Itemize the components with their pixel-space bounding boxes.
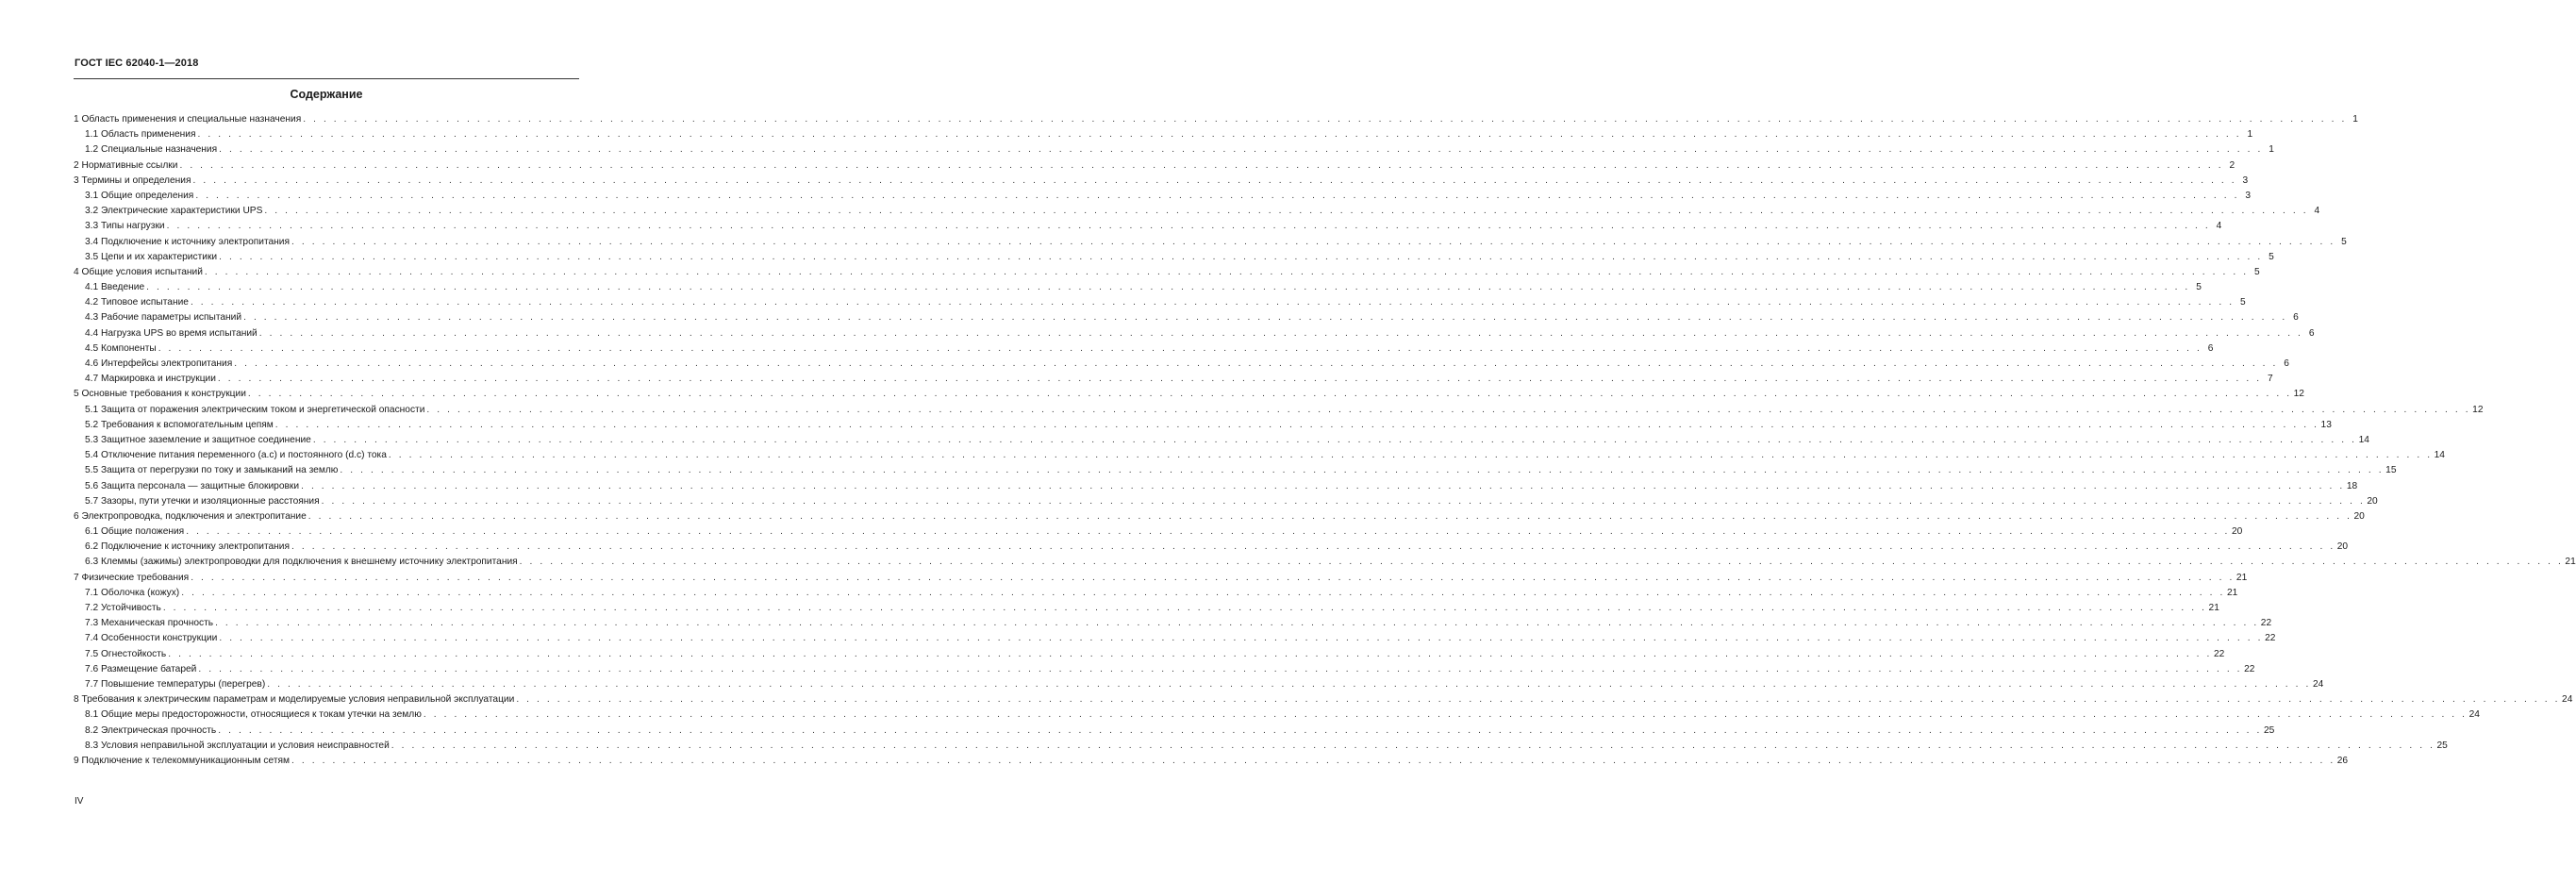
toc-entry-label: 4.3 Рабочие параметры испытаний xyxy=(85,312,242,324)
toc-entry[interactable] xyxy=(74,418,2332,433)
toc-leader-dots: . . . . . . . . . . . . . . . . . . . . . . . . . . . . . . . . . . . . . . . . . . . . . . . . . . . . . . . . . . . . . . . . . . . . . . . . . . . . . . . . . . . . . . . . . . . . . . . . . . . . . . . . . . . . . . . . . . . . . . . . . . . . . . . . . . . . . . . . . . . . . . . . . . . . . . . . . . . . . . . . . . . . . . . . . . . . . . . . . . . . . . . . . . . . . . . . . . . . . . . . xyxy=(264,206,2309,217)
toc-entry-label: 5.6 Защита персонала — защитные блокировки xyxy=(85,480,300,491)
toc-leader-dots: . . . . . . . . . . . . . . . . . . . . . . . . . . . . . . . . . . . . . . . . . . . . . . . . . . . . . . . . . . . . . . . . . . . . . . . . . . . . . . . . . . . . . . . . . . . . . . . . . . . . . . . . . . . . . . . . . . . . . . . . . . . . . . . . . . . . . . . . . . . . . . . . . . . . . . . . . . . . . . . . . . . . . . . . . . . . . . . . . . . . . . . . . . . . . . . . . . . . . . . . xyxy=(423,709,2468,721)
toc-entry-page: 3 xyxy=(2242,175,2249,186)
toc-entry-label: 3.4 Подключение к источнику электропитания xyxy=(85,236,291,247)
toc-entry-label: 8.3 Условия неправильной эксплуатации и условия неисправностей xyxy=(85,740,390,751)
toc-leader-dots: . . . . . . . . . . . . . . . . . . . . . . . . . . . . . . . . . . . . . . . . . . . . . . . . . . . . . . . . . . . . . . . . . . . . . . . . . . . . . . . . . . . . . . . . . . . . . . . . . . . . . . . . . . . . . . . . . . . . . . . . . . . . . . . . . . . . . . . . . . . . . . . . . . . . . . . . . . . . . . . . . . . . . . . . . . . . . . . . . . . . . . . . . . . . . . . . . . . . . . . . xyxy=(146,282,2190,293)
toc-leader-dots: . . . . . . . . . . . . . . . . . . . . . . . . . . . . . . . . . . . . . . . . . . . . . . . . . . . . . . . . . . . . . . . . . . . . . . . . . . . . . . . . . . . . . . . . . . . . . . . . . . . . . . . . . . . . . . . . . . . . . . . . . . . . . . . . . . . . . . . . . . . . . . . . . . . . . . . . . . . . . . . . . . . . . . . . . . . . . . . . . . . . . . . . . . . . . . . . . . . . . . . . xyxy=(219,251,2263,262)
toc-entry-page: 22 xyxy=(2213,648,2225,659)
toc-entry-page: 7 xyxy=(2267,374,2273,385)
toc-leader-dots: . . . . . . . . . . . . . . . . . . . . . . . . . . . . . . . . . . . . . . . . . . . . . . . . . . . . . . . . . . . . . . . . . . . . . . . . . . . . . . . . . . . . . . . . . . . . . . . . . . . . . . . . . . . . . . . . . . . . . . . . . . . . . . . . . . . . . . . . . . . . . . . . . . . . . . . . . . . . . . . . . . . . . . . . . . . . . . . . . . . . . . . . . . . . . . . . . . . . . . . . xyxy=(195,190,2240,201)
toc-leader-dots: . . . . . . . . . . . . . . . . . . . . . . . . . . . . . . . . . . . . . . . . . . . . . . . . . . . . . . . . . . . . . . . . . . . . . . . . . . . . . . . . . . . . . . . . . . . . . . . . . . . . . . . . . . . . . . . . . . . . . . . . . . . . . . . . . . . . . . . . . . . . . . . . . . . . . . . . . . . . . . . . . . . . . . . . . . . . . . . . . . . . . . . . . . . . . . . . . . . . . . . . xyxy=(204,266,2249,277)
toc-entry-page: 3 xyxy=(2245,190,2252,201)
toc-entry-label: 4.6 Интерфейсы электропитания xyxy=(85,358,233,369)
toc-entry-page: 5 xyxy=(2269,251,2274,262)
toc-entry[interactable] xyxy=(74,280,2202,295)
toc-entry-page: 20 xyxy=(2231,526,2243,538)
toc-entry-page: 4 xyxy=(2314,206,2320,217)
toc-entry-label: 3.3 Типы нагрузки xyxy=(85,221,165,232)
toc-entry[interactable] xyxy=(74,555,2576,570)
toc-entry-page: 5 xyxy=(2196,282,2202,293)
toc-leader-dots: . . . . . . . . . . . . . . . . . . . . . . . . . . . . . . . . . . . . . . . . . . . . . . . . . . . . . . . . . . . . . . . . . . . . . . . . . . . . . . . . . . . . . . . . . . . . . . . . . . . . . . . . . . . . . . . . . . . . . . . . . . . . . . . . . . . . . . . . . . . . . . . . . . . . . . . . . . . . . . . . . . . . . . . . . . . . . . . . . . . . . . . . . . . . . . . . . . . . . . . . xyxy=(219,633,2264,644)
toc-entry-page: 20 xyxy=(2367,495,2378,507)
toc-entry[interactable] xyxy=(74,494,2378,509)
toc-entry-label: 5.2 Требования к вспомогательным цепям xyxy=(85,419,274,430)
toc-entry[interactable] xyxy=(74,357,2289,372)
toc-entry-page: 21 xyxy=(2235,572,2248,583)
toc-entry-label: 1.2 Специальные назначения xyxy=(85,144,218,156)
toc-entry[interactable] xyxy=(74,754,2349,769)
standard-code: ГОСТ IEC 62040-1—2018 xyxy=(75,58,199,69)
toc-leader-dots: . . . . . . . . . . . . . . . . . . . . . . . . . . . . . . . . . . . . . . . . . . . . . . . . . . . . . . . . . . . . . . . . . . . . . . . . . . . . . . . . . . . . . . . . . . . . . . . . . . . . . . . . . . . . . . . . . . . . . . . . . . . . . . . . . . . . . . . . . . . . . . . . . . . . . . . . . . . . . . . . . . . . . . . . . . . . . . . . . . . . . . . . . . . . . . . . . . . . . . . . xyxy=(243,312,2287,324)
toc-entry-page: 2 xyxy=(2229,159,2235,171)
toc-leader-dots: . . . . . . . . . . . . . . . . . . . . . . . . . . . . . . . . . . . . . . . . . . . . . . . . . . . . . . . . . . . . . . . . . . . . . . . . . . . . . . . . . . . . . . . . . . . . . . . . . . . . . . . . . . . . . . . . . . . . . . . . . . . . . . . . . . . . . . . . . . . . . . . . . . . . . . . . . . . . . . . . . . . . . . . . . . . . . . . . . . . . . . . . . . . . . . . . . . . . . . . . xyxy=(291,755,2335,766)
toc-entry-label: 7 Физические требования xyxy=(74,572,190,583)
toc-entry-label: 9 Подключение к телекоммуникационным сетям xyxy=(74,755,291,766)
toc-entry[interactable] xyxy=(74,372,2273,387)
toc-entry-label: 5.1 Защита от поражения электрическим током и энергетической опасности xyxy=(85,404,425,415)
toc-entry-label: 7.1 Оболочка (кожух) xyxy=(85,587,180,598)
toc-entry-label: 5.4 Отключение питания переменного (а.с) и постоянного (d.c) тока xyxy=(85,450,387,461)
toc-entry[interactable] xyxy=(74,204,2320,219)
toc-entry[interactable] xyxy=(74,295,2246,310)
toc-entry-page: 24 xyxy=(2312,678,2324,690)
header-divider xyxy=(74,78,579,79)
toc-entry-label: 8.2 Электрическая прочность xyxy=(85,724,217,736)
toc-leader-dots: . . . . . . . . . . . . . . . . . . . . . . . . . . . . . . . . . . . . . . . . . . . . . . . . . . . . . . . . . . . . . . . . . . . . . . . . . . . . . . . . . . . . . . . . . . . . . . . . . . . . . . . . . . . . . . . . . . . . . . . . . . . . . . . . . . . . . . . . . . . . . . . . . . . . . . . . . . . . . . . . . . . . . . . . . . . . . . . . . . . . . . . . . . . . . . . . . . . . . . . . xyxy=(267,678,2311,690)
toc-entry-page: 5 xyxy=(2240,297,2246,308)
toc-entry[interactable] xyxy=(74,250,2274,265)
toc-leader-dots: . . . . . . . . . . . . . . . . . . . . . . . . . . . . . . . . . . . . . . . . . . . . . . . . . . . . . . . . . . . . . . . . . . . . . . . . . . . . . . . . . . . . . . . . . . . . . . . . . . . . . . . . . . . . . . . . . . . . . . . . . . . . . . . . . . . . . . . . . . . . . . . . . . . . . . . . . . . . . . . . . . . . . . . . . . . . . . . . . . . . . . . . . . . . . . . . . . . . . . . . xyxy=(519,557,2564,568)
toc-entry[interactable] xyxy=(74,647,2225,662)
toc-entry-label: 5.5 Защита от перегрузки по току и замыканий на землю xyxy=(85,465,339,476)
toc-leader-dots: . . . . . . . . . . . . . . . . . . . . . . . . . . . . . . . . . . . . . . . . . . . . . . . . . . . . . . . . . . . . . . . . . . . . . . . . . . . . . . . . . . . . . . . . . . . . . . . . . . . . . . . . . . . . . . . . . . . . . . . . . . . . . . . . . . . . . . . . . . . . . . . . . . . . . . . . . . . . . . . . . . . . . . . . . . . . . . . . . . . . . . . . . . . . . . . . . . . . . . . . xyxy=(190,297,2235,308)
toc-entry[interactable] xyxy=(74,127,2253,142)
toc-entry-label: 7.6 Размещение батарей xyxy=(85,663,197,674)
toc-entry[interactable] xyxy=(74,586,2238,601)
toc-leader-dots: . . . . . . . . . . . . . . . . . . . . . . . . . . . . . . . . . . . . . . . . . . . . . . . . . . . . . . . . . . . . . . . . . . . . . . . . . . . . . . . . . . . . . . . . . . . . . . . . . . . . . . . . . . . . . . . . . . . . . . . . . . . . . . . . . . . . . . . . . . . . . . . . . . . . . . . . . . . . . . . . . . . . . . . . . . . . . . . . . . . . . . . . . . . . . . . . . . . . . . . . xyxy=(307,510,2352,522)
toc-leader-dots: . . . . . . . . . . . . . . . . . . . . . . . . . . . . . . . . . . . . . . . . . . . . . . . . . . . . . . . . . . . . . . . . . . . . . . . . . . . . . . . . . . . . . . . . . . . . . . . . . . . . . . . . . . . . . . . . . . . . . . . . . . . . . . . . . . . . . . . . . . . . . . . . . . . . . . . . . . . . . . . . . . . . . . . . . . . . . . . . . . . . . . . . . . . . . . . . . . . . . . . . xyxy=(388,450,2433,461)
toc-entry-label: 1.1 Область применения xyxy=(85,129,196,141)
toc-leader-dots: . . . . . . . . . . . . . . . . . . . . . . . . . . . . . . . . . . . . . . . . . . . . . . . . . . . . . . . . . . . . . . . . . . . . . . . . . . . . . . . . . . . . . . . . . . . . . . . . . . . . . . . . . . . . . . . . . . . . . . . . . . . . . . . . . . . . . . . . . . . . . . . . . . . . . . . . . . . . . . . . . . . . . . . . . . . . . . . . . . . . . . . . . . . . . . . . . . . . . . . . xyxy=(186,526,2230,538)
toc-entry[interactable] xyxy=(74,265,2260,280)
toc-leader-dots: . . . . . . . . . . . . . . . . . . . . . . . . . . . . . . . . . . . . . . . . . . . . . . . . . . . . . . . . . . . . . . . . . . . . . . . . . . . . . . . . . . . . . . . . . . . . . . . . . . . . . . . . . . . . . . . . . . . . . . . . . . . . . . . . . . . . . . . . . . . . . . . . . . . . . . . . . . . . . . . . . . . . . . . . . . . . . . . . . . . . . . . . . . . . . . . . . . . . . . . . xyxy=(192,175,2237,186)
toc-entry-page: 21 xyxy=(2565,557,2576,568)
toc-entry-label: 3.2 Электрические характеристики UPS xyxy=(85,206,263,217)
toc-entry[interactable] xyxy=(74,158,2235,174)
toc-entry-label: 7.5 Огнестойкость xyxy=(85,648,167,659)
toc-leader-dots: . . . . . . . . . . . . . . . . . . . . . . . . . . . . . . . . . . . . . . . . . . . . . . . . . . . . . . . . . . . . . . . . . . . . . . . . . . . . . . . . . . . . . . . . . . . . . . . . . . . . . . . . . . . . . . . . . . . . . . . . . . . . . . . . . . . . . . . . . . . . . . . . . . . . . . . . . . . . . . . . . . . . . . . . . . . . . . . . . . . . . . . . . . . . . . . . . . . . . . . . xyxy=(274,419,2319,430)
toc-entry[interactable] xyxy=(74,310,2299,325)
toc-leader-dots: . . . . . . . . . . . . . . . . . . . . . . . . . . . . . . . . . . . . . . . . . . . . . . . . . . . . . . . . . . . . . . . . . . . . . . . . . . . . . . . . . . . . . . . . . . . . . . . . . . . . . . . . . . . . . . . . . . . . . . . . . . . . . . . . . . . . . . . . . . . . . . . . . . . . . . . . . . . . . . . . . . . . . . . . . . . . . . . . . . . . . . . . . . . . . . . . . . . . . . . . xyxy=(162,603,2207,613)
toc-leader-dots: . . . . . . . . . . . . . . . . . . . . . . . . . . . . . . . . . . . . . . . . . . . . . . . . . . . . . . . . . . . . . . . . . . . . . . . . . . . . . . . . . . . . . . . . . . . . . . . . . . . . . . . . . . . . . . . . . . . . . . . . . . . . . . . . . . . . . . . . . . . . . . . . . . . . . . . . . . . . . . . . . . . . . . . . . . . . . . . . . . . . . . . . . . . . . . . . . . . . . . . . xyxy=(391,740,2435,751)
toc-entry-label: 7.4 Особенности конструкции xyxy=(85,633,218,644)
toc-entry[interactable] xyxy=(74,739,2448,754)
toc-leader-dots: . . . . . . . . . . . . . . . . . . . . . . . . . . . . . . . . . . . . . . . . . . . . . . . . . . . . . . . . . . . . . . . . . . . . . . . . . . . . . . . . . . . . . . . . . . . . . . . . . . . . . . . . . . . . . . . . . . . . . . . . . . . . . . . . . . . . . . . . . . . . . . . . . . . . . . . . . . . . . . . . . . . . . . . . . . . . . . . . . . . . . . . . . . . . . . . . . . . . . . . . xyxy=(168,648,2212,659)
toc-entry-label: 7.3 Механическая прочность xyxy=(85,618,214,629)
toc-entry-label: 7.7 Повышение температуры (перегрев) xyxy=(85,678,266,690)
toc-entry-page: 13 xyxy=(2320,419,2332,430)
table-of-contents xyxy=(74,112,2576,769)
footer-page-number: IV xyxy=(75,796,84,807)
toc-leader-dots: . . . . . . . . . . . . . . . . . . . . . . . . . . . . . . . . . . . . . . . . . . . . . . . . . . . . . . . . . . . . . . . . . . . . . . . . . . . . . . . . . . . . . . . . . . . . . . . . . . . . . . . . . . . . . . . . . . . . . . . . . . . . . . . . . . . . . . . . . . . . . . . . . . . . . . . . . . . . . . . . . . . . . . . . . . . . . . . . . . . . . . . . . . . . . . . . . . . . . . . . xyxy=(218,724,2262,736)
toc-entry-label: 6.1 Общие положения xyxy=(85,526,185,538)
toc-entry[interactable] xyxy=(74,326,2315,341)
toc-entry[interactable] xyxy=(74,112,2358,127)
toc-entry-label: 4.2 Типовое испытание xyxy=(85,297,189,308)
toc-entry-label: 3.5 Цепи и их характеристики xyxy=(85,251,218,262)
toc-entry-label: 3 Термины и определения xyxy=(74,175,191,186)
toc-entry-page: 20 xyxy=(2353,510,2365,522)
toc-entry[interactable] xyxy=(74,707,2480,723)
toc-entry-page: 12 xyxy=(2472,404,2484,415)
toc-entry[interactable] xyxy=(74,142,2274,158)
toc-leader-dots: . . . . . . . . . . . . . . . . . . . . . . . . . . . . . . . . . . . . . . . . . . . . . . . . . . . . . . . . . . . . . . . . . . . . . . . . . . . . . . . . . . . . . . . . . . . . . . . . . . . . . . . . . . . . . . . . . . . . . . . . . . . . . . . . . . . . . . . . . . . . . . . . . . . . . . . . . . . . . . . . . . . . . . . . . . . . . . . . . . . . . . . . . . . . . . . . . . . . . . . . xyxy=(426,404,2471,415)
toc-entry[interactable] xyxy=(74,677,2324,692)
toc-entry-page: 25 xyxy=(2436,740,2448,751)
toc-entry[interactable] xyxy=(74,601,2219,616)
toc-leader-dots: . . . . . . . . . . . . . . . . . . . . . . . . . . . . . . . . . . . . . . . . . . . . . . . . . . . . . . . . . . . . . . . . . . . . . . . . . . . . . . . . . . . . . . . . . . . . . . . . . . . . . . . . . . . . . . . . . . . . . . . . . . . . . . . . . . . . . . . . . . . . . . . . . . . . . . . . . . . . . . . . . . . . . . . . . . . . . . . . . . . . . . . . . . . . . . . . . . . . . . . . xyxy=(291,236,2335,247)
toc-entry-label: 4 Общие условия испытаний xyxy=(74,266,203,277)
toc-leader-dots: . . . . . . . . . . . . . . . . . . . . . . . . . . . . . . . . . . . . . . . . . . . . . . . . . . . . . . . . . . . . . . . . . . . . . . . . . . . . . . . . . . . . . . . . . . . . . . . . . . . . . . . . . . . . . . . . . . . . . . . . . . . . . . . . . . . . . . . . . . . . . . . . . . . . . . . . . . . . . . . . . . . . . . . . . . . . . . . . . . . . . . . . . . . . . . . . . . . . . . . . xyxy=(217,374,2262,385)
toc-leader-dots: . . . . . . . . . . . . . . . . . . . . . . . . . . . . . . . . . . . . . . . . . . . . . . . . . . . . . . . . . . . . . . . . . . . . . . . . . . . . . . . . . . . . . . . . . . . . . . . . . . . . . . . . . . . . . . . . . . . . . . . . . . . . . . . . . . . . . . . . . . . . . . . . . . . . . . . . . . . . . . . . . . . . . . . . . . . . . . . . . . . . . . . . . . . . . . . . . . . . . . . . xyxy=(321,495,2366,507)
toc-entry[interactable] xyxy=(74,631,2276,646)
toc-entry-page: 21 xyxy=(2226,587,2238,598)
toc-entry[interactable] xyxy=(74,219,2222,234)
toc-entry-page: 18 xyxy=(2346,480,2358,491)
toc-entry[interactable] xyxy=(74,341,2214,357)
toc-entry-page: 1 xyxy=(2247,129,2253,141)
toc-entry-label: 5 Основные требования к конструкции xyxy=(74,389,246,400)
toc-entry[interactable] xyxy=(74,448,2445,463)
toc-entry[interactable] xyxy=(74,540,2349,555)
toc-entry-page: 4 xyxy=(2216,221,2222,232)
toc-entry-label: 6.2 Подключение к источнику электропитания xyxy=(85,541,291,553)
toc-entry-page: 6 xyxy=(2207,342,2214,354)
toc-entry-label: 3.1 Общие определения xyxy=(85,190,194,201)
toc-entry[interactable] xyxy=(74,571,2248,586)
toc-leader-dots: . . . . . . . . . . . . . . . . . . . . . . . . . . . . . . . . . . . . . . . . . . . . . . . . . . . . . . . . . . . . . . . . . . . . . . . . . . . . . . . . . . . . . . . . . . . . . . . . . . . . . . . . . . . . . . . . . . . . . . . . . . . . . . . . . . . . . . . . . . . . . . . . . . . . . . . . . . . . . . . . . . . . . . . . . . . . . . . . . . . . . . . . . . . . . . . . . . . . . . . . xyxy=(312,434,2357,445)
toc-entry[interactable] xyxy=(74,403,2484,418)
toc-entry[interactable] xyxy=(74,509,2365,524)
toc-leader-dots: . . . . . . . . . . . . . . . . . . . . . . . . . . . . . . . . . . . . . . . . . . . . . . . . . . . . . . . . . . . . . . . . . . . . . . . . . . . . . . . . . . . . . . . . . . . . . . . . . . . . . . . . . . . . . . . . . . . . . . . . . . . . . . . . . . . . . . . . . . . . . . . . . . . . . . . . . . . . . . . . . . . . . . . . . . . . . . . . . . . . . . . . . . . . . . . . . . . . . . . . xyxy=(234,358,2278,369)
toc-entry[interactable] xyxy=(74,662,2255,677)
toc-entry-page: 26 xyxy=(2336,755,2349,766)
toc-entry-label: 7.2 Устойчивость xyxy=(85,603,161,613)
toc-entry-label: 2 Нормативные ссылки xyxy=(74,159,178,171)
toc-leader-dots: . . . . . . . . . . . . . . . . . . . . . . . . . . . . . . . . . . . . . . . . . . . . . . . . . . . . . . . . . . . . . . . . . . . . . . . . . . . . . . . . . . . . . . . . . . . . . . . . . . . . . . . . . . . . . . . . . . . . . . . . . . . . . . . . . . . . . . . . . . . . . . . . . . . . . . . . . . . . . . . . . . . . . . . . . . . . . . . . . . . . . . . . . . . . . . . . . . . . . . . . xyxy=(197,129,2242,141)
toc-entry[interactable] xyxy=(74,724,2275,739)
toc-entry[interactable] xyxy=(74,463,2397,478)
toc-leader-dots: . . . . . . . . . . . . . . . . . . . . . . . . . . . . . . . . . . . . . . . . . . . . . . . . . . . . . . . . . . . . . . . . . . . . . . . . . . . . . . . . . . . . . . . . . . . . . . . . . . . . . . . . . . . . . . . . . . . . . . . . . . . . . . . . . . . . . . . . . . . . . . . . . . . . . . . . . . . . . . . . . . . . . . . . . . . . . . . . . . . . . . . . . . . . . . . . . . . . . . . . xyxy=(303,114,2347,125)
toc-leader-dots: . . . . . . . . . . . . . . . . . . . . . . . . . . . . . . . . . . . . . . . . . . . . . . . . . . . . . . . . . . . . . . . . . . . . . . . . . . . . . . . . . . . . . . . . . . . . . . . . . . . . . . . . . . . . . . . . . . . . . . . . . . . . . . . . . . . . . . . . . . . . . . . . . . . . . . . . . . . . . . . . . . . . . . . . . . . . . . . . . . . . . . . . . . . . . . . . . . . . . . . . xyxy=(179,159,2224,171)
toc-entry-page: 6 xyxy=(2284,358,2289,369)
toc-entry-label: 5.7 Зазоры, пути утечки и изоляционные расстояния xyxy=(85,495,320,507)
toc-leader-dots: . . . . . . . . . . . . . . . . . . . . . . . . . . . . . . . . . . . . . . . . . . . . . . . . . . . . . . . . . . . . . . . . . . . . . . . . . . . . . . . . . . . . . . . . . . . . . . . . . . . . . . . . . . . . . . . . . . . . . . . . . . . . . . . . . . . . . . . . . . . . . . . . . . . . . . . . . . . . . . . . . . . . . . . . . . . . . . . . . . . . . . . . . . . . . . . . . . . . . . . . xyxy=(301,480,2345,491)
toc-entry-page: 21 xyxy=(2208,603,2219,613)
toc-entry-page: 15 xyxy=(2385,465,2397,476)
toc-leader-dots: . . . . . . . . . . . . . . . . . . . . . . . . . . . . . . . . . . . . . . . . . . . . . . . . . . . . . . . . . . . . . . . . . . . . . . . . . . . . . . . . . . . . . . . . . . . . . . . . . . . . . . . . . . . . . . . . . . . . . . . . . . . . . . . . . . . . . . . . . . . . . . . . . . . . . . . . . . . . . . . . . . . . . . . . . . . . . . . . . . . . . . . . . . . . . . . . . . . . . . . . xyxy=(181,587,2225,598)
toc-entry-page: 20 xyxy=(2336,541,2349,553)
toc-entry-label: 4.4 Нагрузка UPS во время испытаний xyxy=(85,327,258,339)
toc-entry[interactable] xyxy=(74,387,2304,402)
toc-entry-page: 5 xyxy=(2341,236,2347,247)
toc-entry[interactable] xyxy=(74,616,2272,631)
toc-leader-dots: . . . . . . . . . . . . . . . . . . . . . . . . . . . . . . . . . . . . . . . . . . . . . . . . . . . . . . . . . . . . . . . . . . . . . . . . . . . . . . . . . . . . . . . . . . . . . . . . . . . . . . . . . . . . . . . . . . . . . . . . . . . . . . . . . . . . . . . . . . . . . . . . . . . . . . . . . . . . . . . . . . . . . . . . . . . . . . . . . . . . . . . . . . . . . . . . . . . . . . . . xyxy=(219,144,2263,156)
toc-entry-label: 1 Область применения и специальные назначения xyxy=(74,114,302,125)
toc-leader-dots: . . . . . . . . . . . . . . . . . . . . . . . . . . . . . . . . . . . . . . . . . . . . . . . . . . . . . . . . . . . . . . . . . . . . . . . . . . . . . . . . . . . . . . . . . . . . . . . . . . . . . . . . . . . . . . . . . . . . . . . . . . . . . . . . . . . . . . . . . . . . . . . . . . . . . . . . . . . . . . . . . . . . . . . . . . . . . . . . . . . . . . . . . . . . . . . . . . . . . . . . xyxy=(516,694,2561,706)
toc-entry[interactable] xyxy=(74,524,2243,540)
toc-entry-page: 12 xyxy=(2293,389,2304,400)
toc-entry-label: 4.7 Маркировка и инструкции xyxy=(85,374,216,385)
toc-entry-page: 1 xyxy=(2269,144,2274,156)
toc-entry-label: 6 Электропроводка, подключения и электропитание xyxy=(74,510,307,522)
toc-entry-page: 22 xyxy=(2244,663,2255,674)
toc-entry-page: 6 xyxy=(2293,312,2299,324)
toc-entry[interactable] xyxy=(74,692,2573,707)
toc-entry-page: 24 xyxy=(2562,694,2573,706)
toc-leader-dots: . . . . . . . . . . . . . . . . . . . . . . . . . . . . . . . . . . . . . . . . . . . . . . . . . . . . . . . . . . . . . . . . . . . . . . . . . . . . . . . . . . . . . . . . . . . . . . . . . . . . . . . . . . . . . . . . . . . . . . . . . . . . . . . . . . . . . . . . . . . . . . . . . . . . . . . . . . . . . . . . . . . . . . . . . . . . . . . . . . . . . . . . . . . . . . . . . . . . . . . . xyxy=(191,572,2235,583)
toc-leader-dots: . . . . . . . . . . . . . . . . . . . . . . . . . . . . . . . . . . . . . . . . . . . . . . . . . . . . . . . . . . . . . . . . . . . . . . . . . . . . . . . . . . . . . . . . . . . . . . . . . . . . . . . . . . . . . . . . . . . . . . . . . . . . . . . . . . . . . . . . . . . . . . . . . . . . . . . . . . . . . . . . . . . . . . . . . . . . . . . . . . . . . . . . . . . . . . . . . . . . . . . . xyxy=(215,618,2259,629)
toc-entry-page: 14 xyxy=(2434,450,2445,461)
toc-leader-dots: . . . . . . . . . . . . . . . . . . . . . . . . . . . . . . . . . . . . . . . . . . . . . . . . . . . . . . . . . . . . . . . . . . . . . . . . . . . . . . . . . . . . . . . . . . . . . . . . . . . . . . . . . . . . . . . . . . . . . . . . . . . . . . . . . . . . . . . . . . . . . . . . . . . . . . . . . . . . . . . . . . . . . . . . . . . . . . . . . . . . . . . . . . . . . . . . . . . . . . . . xyxy=(247,389,2292,400)
toc-entry-label: 4.1 Введение xyxy=(85,282,145,293)
toc-entry-page: 22 xyxy=(2265,633,2276,644)
toc-entry-label: 8 Требования к электрическим параметрам и моделируемые условия неправильной эксплуатации xyxy=(74,694,515,706)
toc-leader-dots: . . . . . . . . . . . . . . . . . . . . . . . . . . . . . . . . . . . . . . . . . . . . . . . . . . . . . . . . . . . . . . . . . . . . . . . . . . . . . . . . . . . . . . . . . . . . . . . . . . . . . . . . . . . . . . . . . . . . . . . . . . . . . . . . . . . . . . . . . . . . . . . . . . . . . . . . . . . . . . . . . . . . . . . . . . . . . . . . . . . . . . . . . . . . . . . . . . . . . . . . xyxy=(198,663,2243,674)
toc-leader-dots: . . . . . . . . . . . . . . . . . . . . . . . . . . . . . . . . . . . . . . . . . . . . . . . . . . . . . . . . . . . . . . . . . . . . . . . . . . . . . . . . . . . . . . . . . . . . . . . . . . . . . . . . . . . . . . . . . . . . . . . . . . . . . . . . . . . . . . . . . . . . . . . . . . . . . . . . . . . . . . . . . . . . . . . . . . . . . . . . . . . . . . . . . . . . . . . . . . . . . . . . xyxy=(340,465,2385,476)
toc-entry-page: 6 xyxy=(2308,327,2315,339)
toc-entry-page: 14 xyxy=(2358,434,2369,445)
toc-entry-page: 25 xyxy=(2263,724,2275,736)
toc-leader-dots: . . . . . . . . . . . . . . . . . . . . . . . . . . . . . . . . . . . . . . . . . . . . . . . . . . . . . . . . . . . . . . . . . . . . . . . . . . . . . . . . . . . . . . . . . . . . . . . . . . . . . . . . . . . . . . . . . . . . . . . . . . . . . . . . . . . . . . . . . . . . . . . . . . . . . . . . . . . . . . . . . . . . . . . . . . . . . . . . . . . . . . . . . . . . . . . . . . . . . . . . xyxy=(258,327,2303,339)
toc-entry-label: 8.1 Общие меры предосторожности, относящиеся к токам утечки на землю xyxy=(85,709,422,721)
toc-entry-page: 22 xyxy=(2260,618,2272,629)
toc-leader-dots: . . . . . . . . . . . . . . . . . . . . . . . . . . . . . . . . . . . . . . . . . . . . . . . . . . . . . . . . . . . . . . . . . . . . . . . . . . . . . . . . . . . . . . . . . . . . . . . . . . . . . . . . . . . . . . . . . . . . . . . . . . . . . . . . . . . . . . . . . . . . . . . . . . . . . . . . . . . . . . . . . . . . . . . . . . . . . . . . . . . . . . . . . . . . . . . . . . . . . . . . xyxy=(166,221,2211,232)
toc-entry-page: 5 xyxy=(2253,266,2260,277)
toc-entry-label: 5.3 Защитное заземление и защитное соединение xyxy=(85,434,311,445)
toc-leader-dots: . . . . . . . . . . . . . . . . . . . . . . . . . . . . . . . . . . . . . . . . . . . . . . . . . . . . . . . . . . . . . . . . . . . . . . . . . . . . . . . . . . . . . . . . . . . . . . . . . . . . . . . . . . . . . . . . . . . . . . . . . . . . . . . . . . . . . . . . . . . . . . . . . . . . . . . . . . . . . . . . . . . . . . . . . . . . . . . . . . . . . . . . . . . . . . . . . . . . . . . . xyxy=(291,541,2335,553)
toc-entry[interactable] xyxy=(74,174,2249,189)
toc-entry-label: 6.3 Клеммы (зажимы) электропроводки для подключения к внешнему источнику электропитания xyxy=(85,557,518,568)
toc-entry[interactable] xyxy=(74,235,2347,250)
page-title: Содержание xyxy=(290,88,363,101)
toc-entry[interactable] xyxy=(74,433,2369,448)
toc-entry-page: 1 xyxy=(2352,114,2358,125)
toc-leader-dots: . . . . . . . . . . . . . . . . . . . . . . . . . . . . . . . . . . . . . . . . . . . . . . . . . . . . . . . . . . . . . . . . . . . . . . . . . . . . . . . . . . . . . . . . . . . . . . . . . . . . . . . . . . . . . . . . . . . . . . . . . . . . . . . . . . . . . . . . . . . . . . . . . . . . . . . . . . . . . . . . . . . . . . . . . . . . . . . . . . . . . . . . . . . . . . . . . . . . . . . . xyxy=(158,342,2202,354)
toc-entry-page: 24 xyxy=(2468,709,2480,721)
toc-entry[interactable] xyxy=(74,479,2358,494)
toc-entry-label: 4.5 Компоненты xyxy=(85,342,157,354)
toc-entry[interactable] xyxy=(74,189,2252,204)
